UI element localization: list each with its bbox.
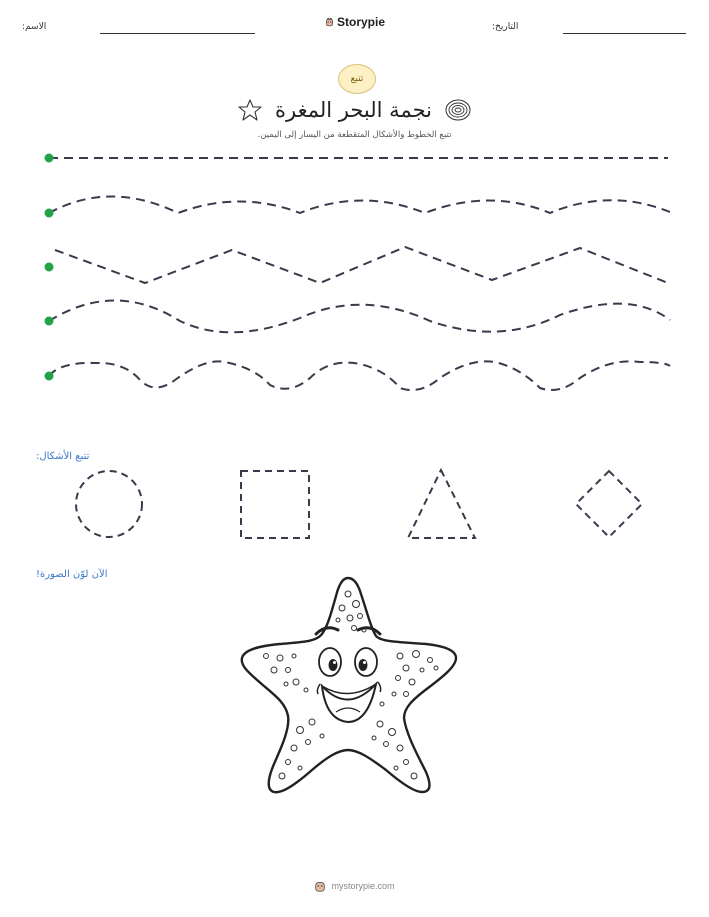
- start-dot: [45, 372, 54, 381]
- dashed-diamond[interactable]: [576, 471, 642, 537]
- start-dot: [45, 154, 54, 163]
- footer-url[interactable]: mystorypie.com: [331, 881, 395, 891]
- bumpy-dashed-line[interactable]: [49, 361, 670, 390]
- dashed-square[interactable]: [241, 471, 309, 538]
- tracing-lines-area: [0, 140, 709, 400]
- name-field-line[interactable]: [100, 33, 255, 34]
- brand-name: Storypie: [336, 15, 385, 29]
- start-dot: [45, 317, 54, 326]
- name-label: الاسم:: [22, 22, 47, 32]
- shapes-section-label: تتبع الأشكال:: [36, 451, 90, 462]
- footer: [0, 880, 709, 892]
- storypie-logo: [325, 13, 385, 31]
- page-title: نجمة البحر المغرة: [275, 98, 432, 122]
- start-dot: [45, 209, 54, 218]
- storypie-mascot-icon: [314, 880, 326, 892]
- activity-badge: [338, 64, 376, 94]
- trace-shapes-area: [0, 462, 709, 552]
- dashed-circle[interactable]: [76, 471, 142, 537]
- start-dot: [45, 263, 54, 272]
- wavy-dashed-line[interactable]: [49, 301, 670, 333]
- smiling-starfish-illustration[interactable]: [230, 572, 470, 800]
- instructions: تتبع الخطوط والأشكال المتقطعة من اليسار إلى اليمين.: [257, 130, 452, 140]
- zigzag-dashed-line[interactable]: [55, 247, 668, 283]
- date-field-line[interactable]: [563, 33, 686, 34]
- starfish-outline-icon: [237, 98, 263, 122]
- storypie-mascot-icon: [325, 15, 334, 29]
- coloring-section-label: الآن لوّن الصورة!: [36, 569, 108, 580]
- activity-badge-label: تتبع: [350, 74, 364, 84]
- title-row: [0, 92, 709, 128]
- wavy-dashed-line[interactable]: [49, 197, 670, 214]
- dashed-triangle[interactable]: [408, 470, 475, 538]
- date-label: التاريخ:: [492, 22, 519, 32]
- spiral-scribble-icon: [444, 98, 472, 122]
